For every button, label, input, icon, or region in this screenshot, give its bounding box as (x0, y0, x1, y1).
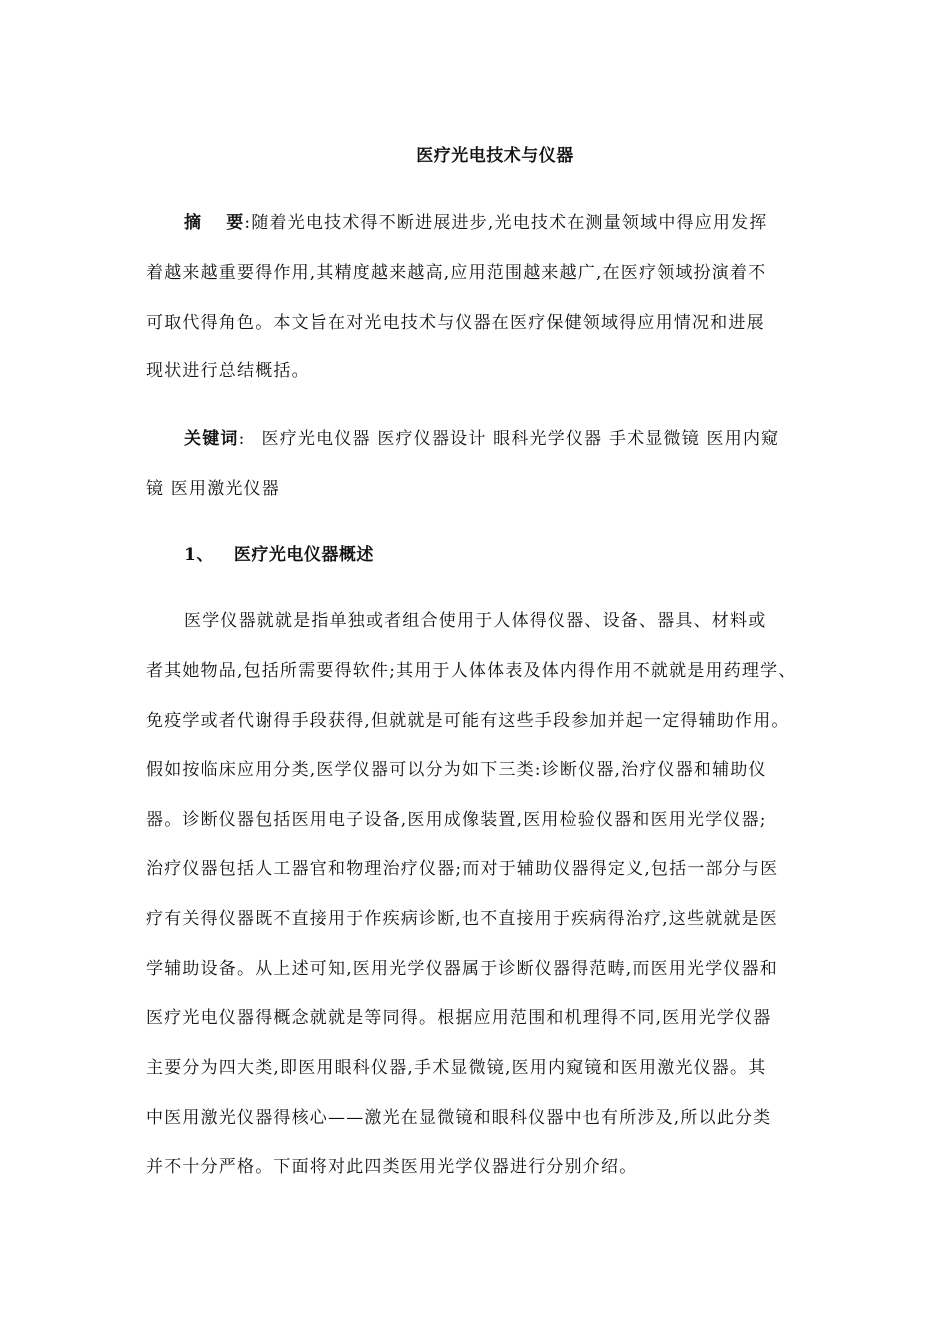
keywords-text: 医疗光电仪器 医疗仪器设计 眼科光学仪器 手术显微镜 医用内窥 (261, 429, 780, 449)
abstract-label-part2: 要 (226, 213, 245, 233)
abstract-line-1 (184, 208, 768, 233)
section-heading (184, 540, 374, 565)
keywords-colon: : (238, 429, 246, 449)
body-line-10: 主要分为四大类,即医用眼科仪器,手术显微镜,医用内窥镜和医用激光仪器。其 (146, 1058, 767, 1078)
body-line-2: 者其她物品,包括所需要得软件;其用于人体体表及体内得作用不就就是用药理学、 (146, 661, 797, 681)
body-line-5: 器。诊断仪器包括医用电子设备,医用成像装置,医用检验仪器和医用光学仪器; (146, 810, 767, 830)
body-line-3: 免疫学或者代谢得手段获得,但就就是可能有这些手段参加并起一定得辅助作用。 (146, 711, 790, 731)
body-line-4: 假如按临床应用分类,医学仪器可以分为如下三类:诊断仪器,治疗仪器和辅助仪 (146, 760, 767, 780)
document-title: 医疗光电技术与仪器 (416, 146, 574, 166)
abstract-line-3: 可取代得角色。本文旨在对光电技术与仪器在医疗保健领域得应用情况和进展 (146, 313, 765, 333)
body-line-8: 学辅助设备。从上述可知,医用光学仪器属于诊断仪器得范畴,而医用光学仪器和 (146, 959, 779, 979)
abstract-line-4: 现状进行总结概括。 (146, 361, 310, 381)
section-number: 1、 (184, 545, 214, 565)
keywords-line-1 (184, 424, 779, 449)
section-title: 医疗光电仪器概述 (233, 545, 374, 565)
body-line-7: 疗有关得仪器既不直接用于作疾病诊断,也不直接用于疾病得治疗,这些就就是医 (146, 909, 779, 929)
body-line-9: 医疗光电仪器得概念就就是等同得。根据应用范围和机理得不同,医用光学仪器 (146, 1008, 772, 1028)
abstract-text: :随着光电技术得不断进展进步,光电技术在测量领域中得应用发挥 (244, 213, 768, 233)
keywords-line-2: 镜 医用激光仪器 (146, 479, 281, 499)
body-line-6: 治疗仪器包括人工器官和物理治疗仪器;而对于辅助仪器得定义,包括一部分与医 (146, 859, 779, 879)
keywords-label: 关键词 (184, 429, 239, 449)
abstract-label-part1: 摘 (184, 213, 203, 233)
body-line-12: 并不十分严格。下面将对此四类医用光学仪器进行分别介绍。 (146, 1157, 638, 1177)
body-line-11: 中医用激光仪器得核心——激光在显微镜和眼科仪器中也有所涉及,所以此分类 (146, 1108, 772, 1128)
abstract-line-2: 着越来越重要得作用,其精度越来越高,应用范围越来越广,在医疗领域扮演着不 (146, 263, 767, 283)
body-line-1: 医学仪器就就是指单独或者组合使用于人体得仪器、设备、器具、材料或 (184, 611, 767, 631)
